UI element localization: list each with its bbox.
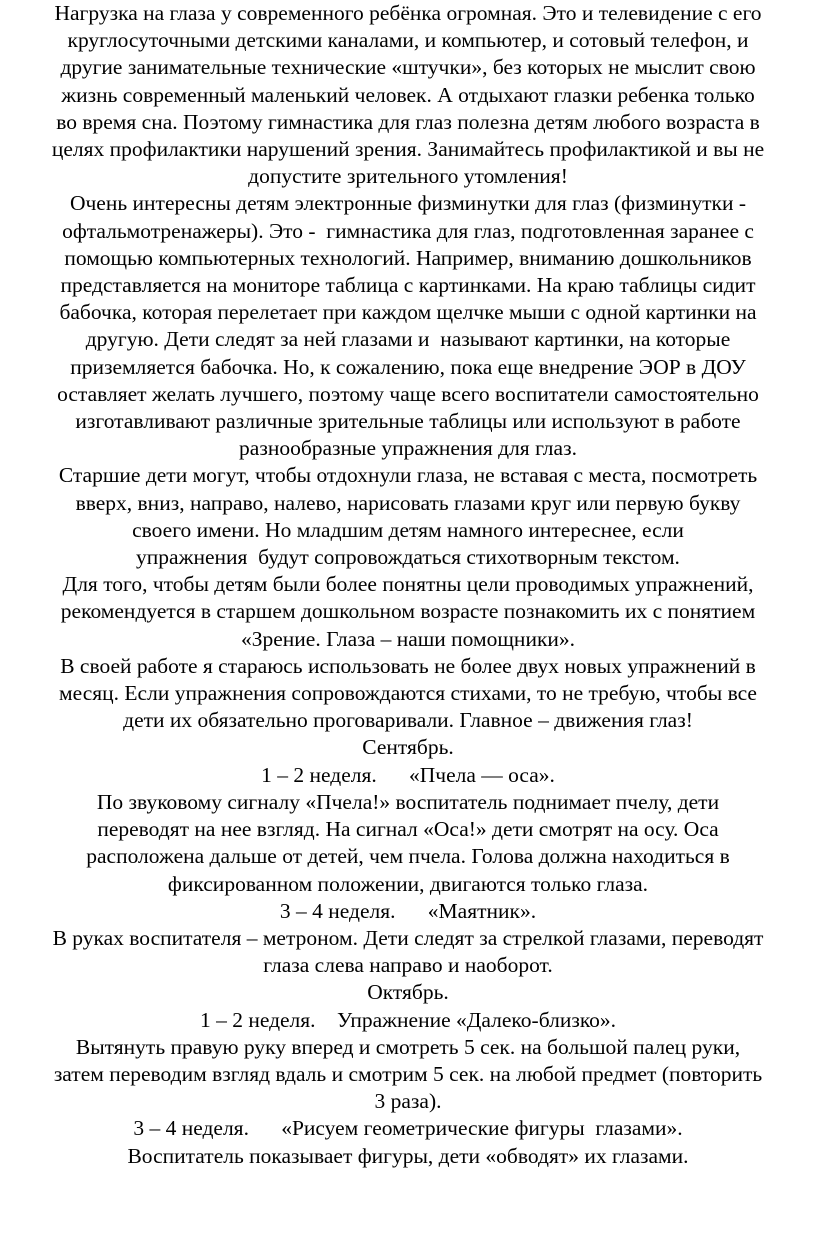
text-line: месяц. Если упражнения сопровождаются стихами, то не требую, чтобы все: [59, 681, 757, 706]
text-line: глаза слева направо и наоборот.: [263, 953, 553, 978]
section-heading: Сентябрь.: [362, 735, 454, 760]
text-line: оставляет желать лучшего, поэтому чаще всего воспитатели самостоятельно: [57, 381, 759, 406]
text-line: своего имени. Но младшим детям намного интереснее, если: [132, 517, 684, 542]
text-line: По звуковому сигналу «Пчела!» воспитатель поднимает пчелу, дети: [96, 789, 720, 814]
text-line: офтальмотренажеры). Это - гимнастика для глаз, подготовленная заранее с: [62, 218, 754, 243]
text-line: переводят на нее взгляд. На сигнал «Оса!» дети смотрят на осу. Оса: [97, 817, 719, 842]
text-line: жизнь современный маленький человек. А отдыхают глазки ребенка только: [61, 82, 755, 107]
text-line: Нагрузка на глаза у современного ребёнка огромная. Это и телевидение с его: [54, 1, 762, 25]
text-line: В руках воспитателя – метроном. Дети следят за стрелкой глазами, переводят: [52, 925, 764, 950]
exercise-heading: 3 – 4 неделя. «Рисуем геометрические фигуры глазами».: [133, 1116, 683, 1141]
text-line: Очень интересны детям электронные физминутки для глаз (физминутки -: [69, 191, 747, 216]
text-line: упражнения будут сопровождаться стихотворным текстом.: [136, 545, 680, 570]
text-line: другую. Дети следят за ней глазами и называют картинки, на которые: [85, 327, 731, 352]
text-line: расположена дальше от детей, чем пчела. Голова должна находиться в: [86, 844, 730, 869]
text-line: разнообразные упражнения для глаз.: [239, 436, 577, 461]
text-line: фиксированном положении, двигаются только глаза.: [167, 871, 649, 896]
text-line: приземляется бабочка. Но, к сожалению, пока еще внедрение ЭОР в ДОУ: [70, 354, 746, 379]
section-heading: Октябрь.: [367, 980, 449, 1005]
text-line: допустите зрительного утомления!: [248, 164, 568, 189]
text-line: Для того, чтобы детям были более понятны цели проводимых упражнений,: [62, 572, 754, 597]
text-line: круглосуточными детскими каналами, и компьютер, и сотовый телефон, и: [67, 28, 749, 53]
text-line: другие занимательные технические «штучки», без которых не мыслит свою: [60, 55, 756, 80]
text-line: бабочка, которая перелетает при каждом щелчке мыши с одной картинки на: [59, 300, 757, 325]
text-line: 3 раза).: [374, 1089, 442, 1114]
exercise-heading: 1 – 2 неделя. «Пчела — оса».: [261, 762, 555, 787]
text-line: Воспитатель показывает фигуры, дети «обводят» их глазами.: [127, 1143, 689, 1168]
text-line: вверх, вниз, направо, налево, нарисовать глазами круг или первую букву: [75, 490, 741, 515]
exercise-heading: 1 – 2 неделя. Упражнение «Далеко-близко».: [199, 1007, 617, 1032]
text-line: рекомендуется в старшем дошкольном возрасте познакомить их с понятием: [60, 599, 756, 624]
text-line: во время сна. Поэтому гимнастика для глаз полезна детям любого возраста в: [56, 109, 760, 134]
text-line: Вытянуть правую руку вперед и смотреть 5 сек. на большой палец руки,: [75, 1034, 741, 1059]
text-line: затем переводим взгляд вдаль и смотрим 5 сек. на любой предмет (повторить: [53, 1061, 763, 1086]
text-line: В своей работе я стараюсь использовать не более двух новых упражнений в: [60, 653, 756, 678]
text-line: представляется на мониторе таблица с картинками. На краю таблицы сидит: [60, 273, 756, 298]
text-line: Старшие дети могут, чтобы отдохнули глаза, не вставая с места, посмотреть: [58, 463, 758, 488]
text-line: «Зрение. Глаза – наши помощники».: [240, 626, 576, 651]
text-line: целях профилактики нарушений зрения. Занимайтесь профилактикой и вы не: [51, 137, 765, 162]
text-line: дети их обязательно проговаривали. Главное – движения глаз!: [123, 708, 693, 733]
text-line: помощью компьютерных технологий. Например, вниманию дошкольников: [64, 245, 752, 270]
text-line: изготавливают различные зрительные таблицы или используют в работе: [75, 409, 741, 434]
exercise-heading: 3 – 4 неделя. «Маятник».: [279, 898, 537, 923]
